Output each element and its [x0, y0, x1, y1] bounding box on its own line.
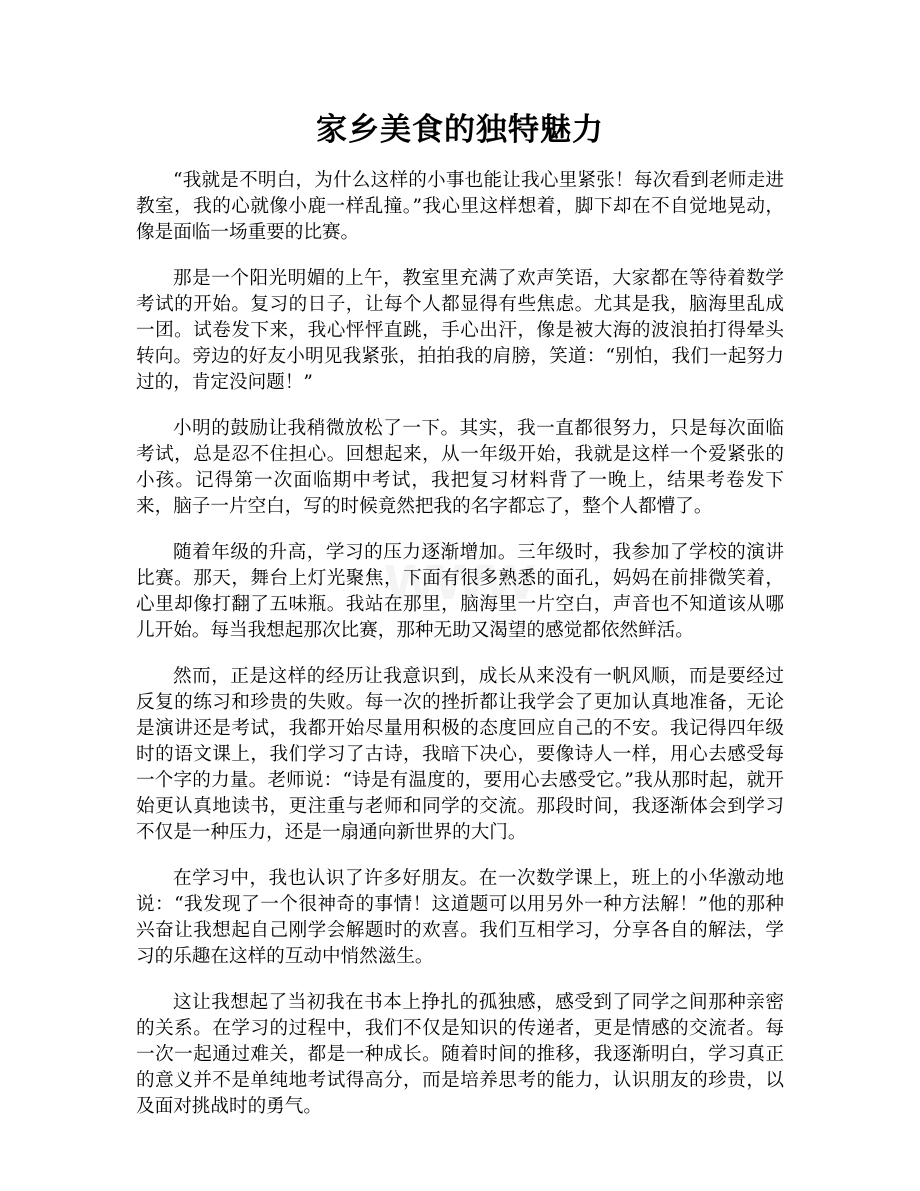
paragraph: 那是一个阳光明媚的上午，教室里充满了欢声笑语，大家都在等待着数学考试的开始。复习的日子，让每个人都显得有些焦虑。尤其是我，脑海里乱成一团。试卷发下来，我心怦怦直跳，手心出汗，像是被大海的波浪拍打得晕头转向。旁边的好友小明见我紧张，拍拍我的肩膀，笑道：“别怕，我们一起努力过的，肯定没问题！”: [136, 268, 784, 393]
paragraph: 小明的鼓励让我稍微放松了一下。其实，我一直都很努力，只是每次面临考试，总是忍不住担心。回想起来，从一年级开始，我就是这样一个爱紧张的小孩。记得第一次面临期中考试，我把复习材料背了一晚上，结果考卷发下来，脑子一片空白，写的时候竟然把我的名字都忘了，整个人都懵了。: [136, 418, 784, 517]
paragraph: 随着年级的升高，学习的压力逐渐增加。三年级时，我参加了学校的演讲比赛。那天，舞台上灯光聚焦，下面有很多熟悉的面孔，妈妈在前排微笑着，心里却像打翻了五味瓶。我站在那里，脑海里一片空白，声音也不知道该从哪儿开始。每当我想起那次比赛，那种无助又渴望的感觉都依然鲜活。: [136, 542, 784, 641]
paragraph: 在学习中，我也认识了许多好朋友。在一次数学课上，班上的小华激动地说：“我发现了一个很神奇的事情！这道题可以用另外一种方法解！”他的那种兴奋让我想起自己刚学会解题时的欢喜。我们互相学习，分享各自的解法，学习的乐趣在这样的互动中悄然滋生。: [136, 868, 784, 967]
paragraph: 这让我想起了当初我在书本上挣扎的孤独感，感受到了同学之间那种亲密的关系。在学习的过程中，我们不仅是知识的传递者，更是情感的交流者。每一次一起通过难关，都是一种成长。随着时间的推移，我逐渐明白，学习真正的意义并不是单纯地考试得高分，而是培养思考的能力，认识朋友的珍贵，以及面对挑战时的勇气。: [136, 992, 784, 1117]
paragraph: 然而，正是这样的经历让我意识到，成长从来没有一帆风顺，而是要经过反复的练习和珍贵的失败。每一次的挫折都让我学会了更加认真地准备，无论是演讲还是考试，我都开始尽量用积极的态度回应自己的不安。我记得四年级时的语文课上，我们学习了古诗，我暗下决心，要像诗人一样，用心去感受每一个字的力量。老师说：“诗是有温度的，要用心去感受它。”我从那时起，就开始更认真地读书，更注重与老师和同学的交流。那段时间，我逐渐体会到学习不仅是一种压力，还是一扇通向新世界的大门。: [136, 666, 784, 843]
document-title: 家乡美食的独特魅力: [316, 112, 604, 148]
paragraph: “我就是不明白，为什么这样的小事也能让我心里紧张！每次看到老师走进教室，我的心就像小鹿一样乱撞。”我心里这样想着，脚下却在不自觉地晃动，像是面临一场重要的比赛。: [136, 170, 784, 243]
